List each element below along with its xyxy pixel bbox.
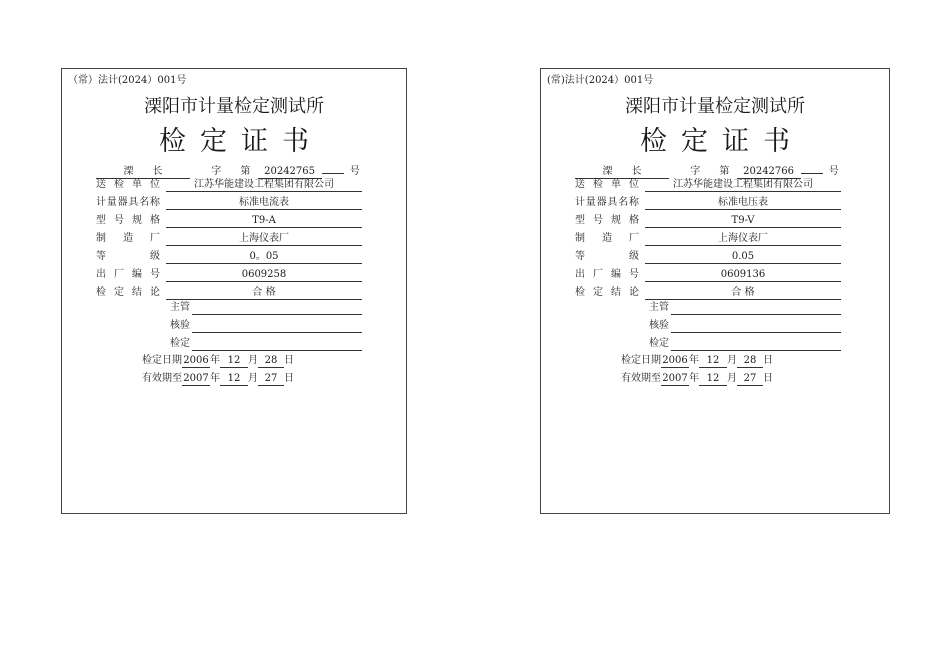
date-label-verify: 检定日期 [142, 355, 182, 366]
signature-line-verifier [671, 319, 841, 333]
date-month-valid: 12 [699, 372, 727, 386]
field-row-serial [96, 268, 362, 282]
field-label-conclusion: 检 定 结 论 [575, 287, 639, 298]
field-value-maker: 上海仪表厂 [645, 232, 841, 246]
signature-label-supervisor: 主管 [649, 302, 669, 313]
field-label-sender: 送 检 单 位 [575, 179, 639, 190]
signature-row-tester [62, 337, 372, 351]
field-value-grade: 0.05 [645, 250, 841, 264]
certificate-code: (常)法计(2024）001号 [547, 75, 654, 86]
field-value-serial: 0609136 [645, 268, 841, 282]
field-value-sender: 江苏华能建设工程集团有限公司 [166, 178, 362, 192]
signature-label-verifier: 核验 [170, 320, 190, 331]
signature-label-supervisor: 主管 [170, 302, 190, 313]
field-value-conclusion: 合 格 [166, 286, 362, 300]
field-label-model: 型 号 规 格 [575, 215, 639, 226]
date-month-verify: 12 [699, 354, 727, 368]
date-year-unit: 年 [210, 373, 220, 384]
certificate-title: 检定证书 [640, 126, 804, 157]
field-row-sender [575, 178, 841, 192]
date-month-verify: 12 [220, 354, 248, 368]
signature-row-supervisor [541, 301, 851, 315]
certificate-number-line [575, 160, 843, 177]
field-value-instrument: 标准电压表 [645, 196, 841, 210]
field-row-maker [96, 232, 362, 246]
field-value-serial: 0609258 [166, 268, 362, 282]
date-day-verify: 28 [737, 354, 763, 368]
signature-row-verifier [541, 319, 851, 333]
date-month-unit: 月 [727, 373, 737, 384]
field-label-grade: 等 级 [575, 251, 639, 262]
field-row-sender [96, 178, 362, 192]
field-label-instrument: 计 量 器 具 名 称 [96, 197, 160, 208]
field-row-instrument [575, 196, 841, 210]
field-row-serial [575, 268, 841, 282]
signature-row-verifier [62, 319, 372, 333]
field-label-conclusion: 检 定 结 论 [96, 287, 160, 298]
date-label-verify: 检定日期 [621, 355, 661, 366]
signature-line-tester [192, 337, 362, 351]
date-row-valid [621, 372, 773, 386]
certificate-panel-2 [540, 68, 890, 514]
signature-label-tester: 检定 [170, 338, 190, 349]
signature-line-verifier [192, 319, 362, 333]
certificate-number-line [96, 160, 364, 177]
number-zi: 字 [690, 166, 701, 177]
field-value-model: T9-A [166, 214, 362, 228]
date-year-verify: 2006 [662, 355, 688, 366]
field-label-serial: 出 厂 编 号 [96, 269, 160, 280]
date-month-valid: 12 [220, 372, 248, 386]
field-value-conclusion: 合 格 [645, 286, 841, 300]
field-row-grade [575, 250, 841, 264]
number-zi: 字 [211, 166, 222, 177]
date-day-verify: 28 [258, 354, 284, 368]
date-row-verify [142, 354, 294, 368]
number-char-2: 长 [631, 166, 642, 177]
signature-line-supervisor [671, 301, 841, 315]
field-label-model: 型 号 规 格 [96, 215, 160, 226]
date-year-unit: 年 [689, 355, 699, 366]
certificate-number: 20242765 [258, 165, 322, 179]
number-char-2: 长 [152, 166, 163, 177]
field-row-conclusion [96, 286, 362, 300]
number-char-1: 溧 [123, 166, 134, 177]
date-label-valid: 有效期至 [142, 373, 182, 384]
signature-row-supervisor [62, 301, 372, 315]
field-label-serial: 出 厂 编 号 [575, 269, 639, 280]
signature-label-tester: 检定 [649, 338, 669, 349]
field-label-maker: 制 造 厂 [96, 233, 160, 244]
signature-line-tester [671, 337, 841, 351]
field-value-grade: 0。05 [166, 250, 362, 264]
field-label-instrument: 计 量 器 具 名 称 [575, 197, 639, 208]
field-row-model [96, 214, 362, 228]
date-day-unit: 日 [763, 373, 773, 384]
date-day-unit: 日 [284, 373, 294, 384]
organization-name: 溧阳市计量检定测试所 [625, 96, 805, 117]
certificate-panel-1 [61, 68, 407, 514]
date-month-unit: 月 [248, 355, 258, 366]
date-month-unit: 月 [727, 355, 737, 366]
field-value-model: T9-V [645, 214, 841, 228]
certificate-title: 检定证书 [159, 126, 323, 157]
field-label-grade: 等 级 [96, 251, 160, 262]
date-day-valid: 27 [258, 372, 284, 386]
date-year-valid: 2007 [183, 373, 209, 384]
signature-line-supervisor [192, 301, 362, 315]
date-year-unit: 年 [689, 373, 699, 384]
field-label-maker: 制 造 厂 [575, 233, 639, 244]
date-day-unit: 日 [763, 355, 773, 366]
field-row-conclusion [575, 286, 841, 300]
number-char-1: 溧 [602, 166, 613, 177]
date-row-valid [142, 372, 294, 386]
certificate-code: （常）法计(2024）001号 [68, 75, 187, 86]
number-di: 第 [240, 166, 251, 177]
number-hao: 号 [349, 166, 360, 177]
date-label-valid: 有效期至 [621, 373, 661, 384]
field-row-model [575, 214, 841, 228]
field-row-grade [96, 250, 362, 264]
date-year-valid: 2007 [662, 373, 688, 384]
signature-label-verifier: 核验 [649, 320, 669, 331]
signature-row-tester [541, 337, 851, 351]
organization-name: 溧阳市计量检定测试所 [144, 96, 324, 117]
date-year-unit: 年 [210, 355, 220, 366]
field-value-instrument: 标准电流表 [166, 196, 362, 210]
number-hao: 号 [828, 166, 839, 177]
number-di: 第 [719, 166, 730, 177]
field-value-maker: 上海仪表厂 [166, 232, 362, 246]
date-row-verify [621, 354, 773, 368]
date-day-unit: 日 [284, 355, 294, 366]
field-row-maker [575, 232, 841, 246]
field-row-instrument [96, 196, 362, 210]
field-label-sender: 送 检 单 位 [96, 179, 160, 190]
date-day-valid: 27 [737, 372, 763, 386]
date-year-verify: 2006 [183, 355, 209, 366]
field-value-sender: 江苏华能建设工程集团有限公司 [645, 178, 841, 192]
certificate-number: 20242766 [737, 165, 801, 179]
date-month-unit: 月 [248, 373, 258, 384]
